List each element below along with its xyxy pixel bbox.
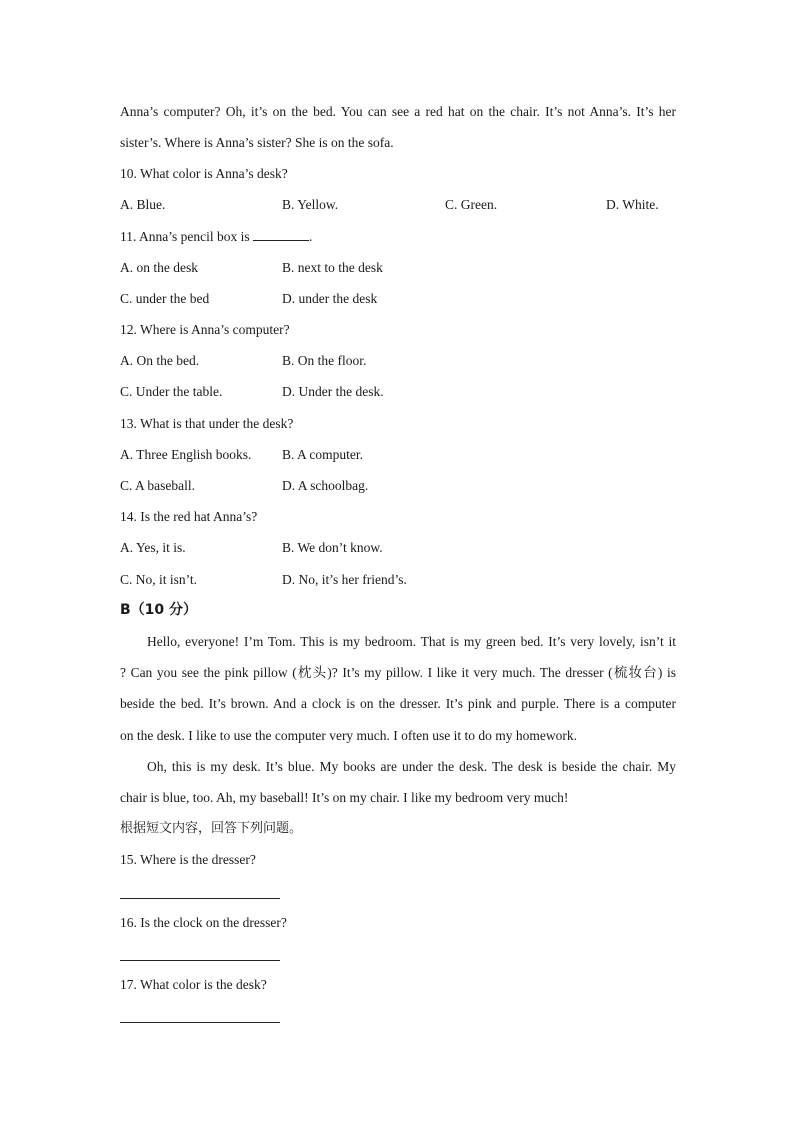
passage-b-p1-line-4: on the desk. I like to use the computer very much. I often use it to do my homework. [120,728,578,743]
section-b-instruction: 根据短文内容，回答下列问题。 [120,821,303,836]
passage-b-p2-line-2: chair is blue, too. Ah, my baseball! It’s on my chair. I like my bedroom very much! [120,790,569,805]
question-17: 17. What color is the desk? [120,977,267,992]
question-14: 14. Is the red hat Anna’s? [120,509,258,524]
section-b-heading: B（10 分） [120,602,198,618]
question-16: 16. Is the clock on the dresser? [120,915,287,930]
q10-option-a: A. Blue. [120,197,166,212]
question-12: 12. Where is Anna’s computer? [120,322,290,337]
q11-option-d: D. under the desk [282,291,378,306]
passage-b-p1-line-1: Hello, everyone! I’m Tom. This is my bedroom. That is my green bed. It’s very lovely, isn’t it [147,634,676,649]
passage-b-p1-line-2: ? Can you see the pink pillow (枕头)? It’s my pillow. I like it very much. The dresser (梳妆台) is [120,665,676,680]
passage-a-line-2: sister’s. Where is Anna’s sister? She is on the sofa. [120,135,394,150]
q12-option-d: D. Under the desk. [282,384,384,399]
question-10: 10. What color is Anna’s desk? [120,166,288,181]
q10-option-d: D. White. [606,197,659,212]
q14-option-b: B. We don’t know. [282,540,383,555]
answer-line-17[interactable] [120,1022,280,1023]
q13-option-d: D. A schoolbag. [282,478,369,493]
q14-option-d: D. No, it’s her friend’s. [282,572,407,587]
q12-option-a: A. On the bed. [120,353,200,368]
q10-option-c: C. Green. [445,197,498,212]
passage-b-p1-line-3: beside the bed. It’s brown. And a clock is on the dresser. It’s pink and purple. There is a computer [120,696,676,711]
q11-option-b: B. next to the desk [282,260,383,275]
q13-option-b: B. A computer. [282,447,363,462]
fill-in-blank [253,228,309,241]
q14-option-c: C. No, it isn’t. [120,572,198,587]
answer-line-15[interactable] [120,898,280,899]
q14-option-a: A. Yes, it is. [120,540,186,555]
question-13: 13. What is that under the desk? [120,416,294,431]
question-15: 15. Where is the dresser? [120,852,256,867]
passage-b-p2-line-1: Oh, this is my desk. It’s blue. My books are under the desk. The desk is beside the chair. My [147,759,676,774]
passage-a-line-1: Anna’s computer? Oh, it’s on the bed. You can see a red hat on the chair. It’s not Anna’s. It’s her [120,104,676,119]
q10-option-b: B. Yellow. [282,197,339,212]
answer-line-16[interactable] [120,960,280,961]
q11-option-c: C. under the bed [120,291,210,306]
question-11-suffix: . [309,229,313,244]
question-11 [120,228,676,245]
question-11-prefix: 11. Anna’s pencil box is [120,229,253,244]
q12-option-b: B. On the floor. [282,353,367,368]
q13-option-a: A. Three English books. [120,447,252,462]
q12-option-c: C. Under the table. [120,384,223,399]
q13-option-c: C. A baseball. [120,478,195,493]
q11-option-a: A. on the desk [120,260,198,275]
